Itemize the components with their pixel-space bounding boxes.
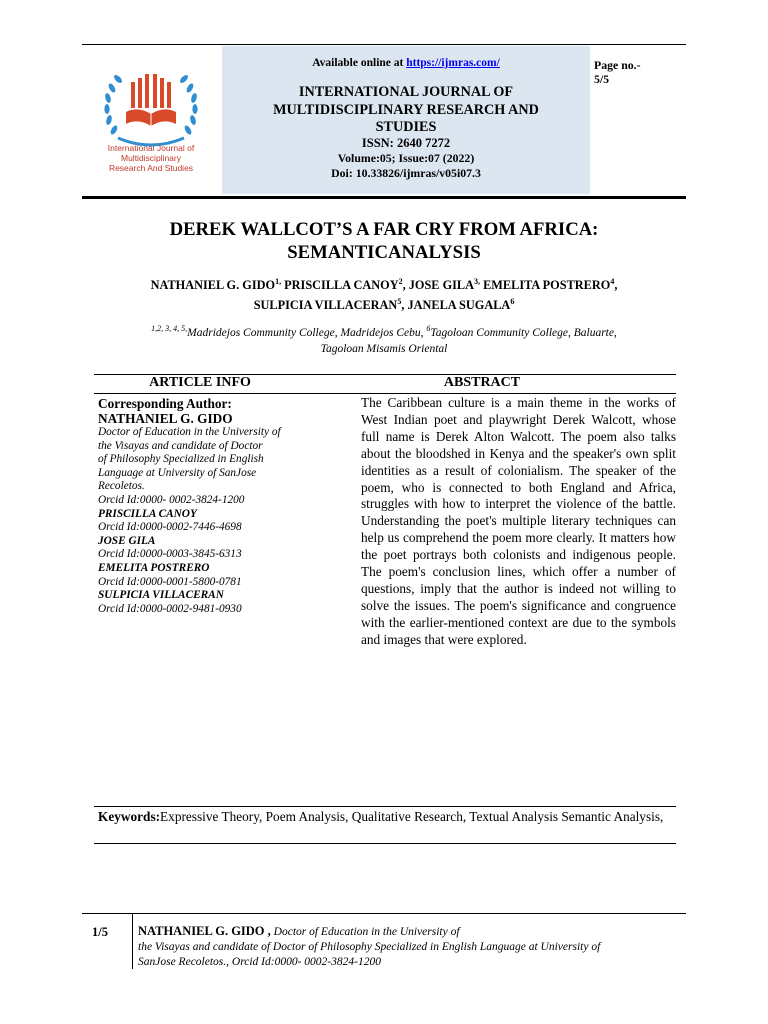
affiliation-text: Tagoloan Community College, Baluarte, bbox=[430, 327, 617, 339]
coauthor-name: SULPICIA VILLACERAN bbox=[98, 589, 224, 602]
footer-page-number: 1/5 bbox=[92, 925, 108, 939]
affiliation-sup: 1,2, 3, 4, 5, bbox=[151, 324, 188, 334]
issn: ISSN: 2640 7272 bbox=[361, 136, 451, 150]
footer-author-note bbox=[138, 924, 678, 970]
logo-text-line: Multidisciplinary bbox=[121, 153, 181, 163]
footer-line2: the Visayas and candidate of Doctor of Philosophy Specialized in English Language at University of bbox=[138, 941, 601, 953]
bio-line: Recoletos. bbox=[98, 480, 145, 493]
author-name: , JOSE GILA bbox=[402, 278, 475, 292]
affiliation-text: Madridejos Community College, Madridejos Cebu, bbox=[187, 327, 427, 339]
keywords-bottom-rule bbox=[94, 843, 676, 844]
article-info-heading: ARTICLE INFO bbox=[149, 375, 251, 390]
affiliations bbox=[82, 325, 686, 357]
author-name: PRISCILLA CANOY bbox=[281, 278, 399, 292]
author-name: EMELITA POSTRERO bbox=[480, 278, 611, 292]
paper-title-line2: SEMANTICANALYSIS bbox=[287, 242, 481, 263]
page-number-value: 5/5 bbox=[594, 72, 610, 86]
volume-issue: Volume:05; Issue:07 (2022) bbox=[337, 151, 475, 165]
coauthor-orcid: Orcid Id:0000-0001-5800-0781 bbox=[98, 575, 242, 588]
abstract-heading: ABSTRACT bbox=[443, 375, 521, 390]
bio-line: Doctor of Education in the University of bbox=[98, 426, 281, 438]
author-name: SULPICIA VILLACERAN bbox=[253, 297, 398, 312]
top-rule bbox=[82, 44, 686, 45]
logo-text-line: Research And Studies bbox=[108, 163, 194, 173]
coauthor-name: EMELITA POSTRERO bbox=[98, 561, 210, 574]
logo-text-line: International Journal of bbox=[107, 143, 195, 153]
bio-line: the Visayas and candidate of Doctor bbox=[98, 439, 263, 452]
affiliation-sup: 6 bbox=[426, 324, 431, 334]
footer-line1 bbox=[138, 924, 678, 940]
header-thick-rule bbox=[82, 196, 686, 199]
article-info-column bbox=[98, 396, 338, 616]
keywords bbox=[98, 808, 676, 825]
author-name: , JANELA SUGALA bbox=[401, 297, 511, 312]
author-name: NATHANIEL G. GIDO bbox=[150, 278, 276, 292]
author-sup: 6 bbox=[510, 296, 515, 306]
footer-line3: SanJose Recoletos., Orcid Id:0000- 0002-3824-1200 bbox=[138, 956, 381, 968]
bio-line: Orcid Id:0000- 0002-3824-1200 bbox=[98, 493, 245, 506]
journal-title: INTERNATIONAL JOURNAL OF MULTIDISCIPLINARY RESEARCH AND STUDIES bbox=[273, 84, 539, 135]
footer-divider bbox=[132, 914, 133, 969]
available-prefix: Available online at bbox=[312, 57, 407, 69]
bio-line: of Philosophy Specialized in English bbox=[98, 453, 264, 466]
corresponding-author-name: NATHANIEL G. GIDO bbox=[98, 411, 233, 426]
keywords-top-rule bbox=[94, 806, 676, 807]
coauthor-orcid: Orcid Id:0000-0002-7446-4698 bbox=[98, 521, 242, 534]
footer-author-name: NATHANIEL G. GIDO , bbox=[138, 924, 271, 938]
authors bbox=[82, 276, 686, 315]
journal-url-link[interactable]: https://ijmras.com/ bbox=[406, 57, 500, 69]
paper-title-line1: DEREK WALLCOT’S A FAR CRY FROM AFRICA: bbox=[169, 219, 599, 240]
corresponding-author-label: Corresponding Author: bbox=[98, 396, 232, 411]
page-number-label: Page no.- bbox=[594, 58, 641, 72]
coauthor-orcid: Orcid Id:0000-0003-3845-6313 bbox=[98, 548, 242, 561]
authors-line2 bbox=[82, 296, 686, 316]
affiliation-line2: Tagoloan Misamis Oriental bbox=[320, 343, 448, 355]
authors-line1 bbox=[82, 276, 686, 296]
author-sup: 2 bbox=[398, 276, 403, 286]
author-sup: , bbox=[478, 276, 481, 286]
footer-rule bbox=[82, 913, 686, 914]
bio-line: Language at University of SanJose bbox=[98, 466, 257, 479]
table-header-rule bbox=[94, 393, 676, 394]
author-sep: , bbox=[614, 278, 618, 292]
affiliation-line1 bbox=[82, 325, 686, 341]
keywords-text: Expressive Theory, Poem Analysis, Qualitative Research, Textual Analysis Semantic Analysis, bbox=[160, 809, 664, 824]
author-sup: 4 bbox=[610, 276, 615, 286]
coauthor-name: PRISCILLA CANOY bbox=[98, 507, 197, 520]
coauthor-name: JOSE GILA bbox=[98, 534, 156, 547]
paper-title bbox=[82, 218, 686, 264]
author-sup: 1, bbox=[275, 276, 282, 286]
available-online bbox=[222, 57, 590, 69]
author-sup: 3 bbox=[474, 276, 479, 286]
keywords-label: Keywords: bbox=[98, 809, 161, 824]
doi: Doi: 10.33826/ijmras/v05i07.3 bbox=[331, 166, 481, 180]
footer-text: Doctor of Education in the University of bbox=[270, 926, 460, 938]
abstract-text: The Caribbean culture is a main theme in the works of West Indian poet and playwright Derek Walcott, whose full name is Derek Alton Walcott. The poem also talks about the bloodshed in Kenya and the speaker's own split identities as a result of colonialism. The speaker of the poem, who is connected to both England and Africa, struggles with how to interpret the violence of the battle. Understanding the poet's multiple literary techniques can help us comprehend the poem more clearly. It matters how the poet portrays both colonists and indigenous people. The poem's conclusion lines, which offer a number of questions, imply that the author is indeed not willing to solve the issues. The poem's significance and congruence with the earlier-mentioned context are due to the symbols and images that were explored. bbox=[361, 395, 676, 647]
author-sup: 5 bbox=[397, 296, 402, 306]
coauthor-orcid: Orcid Id:0000-0002-9481-0930 bbox=[98, 602, 242, 615]
journal-logo bbox=[92, 60, 210, 180]
